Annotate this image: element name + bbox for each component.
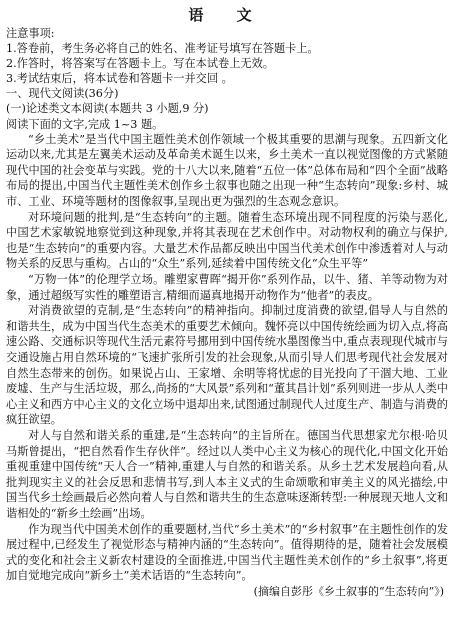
passage-paragraph: 对消费欲望的克制,是“生态转向”的精神指向。抑制过度消费的欲望,倡导人与自然的和谐共生，成为中国当代生态美术的重要艺术倾向。魏怀亮以中国传统绘画为切入点,将高速公路、交通标识等现代生活元素符号挪用到中国传统水墨图像当中,重点表现现代城市与交通设施占用自然环境的“飞速扩张所引发的社会现象,从而引导人们思考现代社会发展对自然生态带来的创伤。如果说占山、王家增、余明等将忧虑的目光投向了干涸大地、工业废墟、生产与生活垃圾，那么,尚扬的“大风景”系列和“董其昌计划”系列则进一步从人类中心主义和西方中心主义的文化立场中退却出来,试图通过制现代人过度生产、制造与消费的疯狂欲望。 <box>6 304 448 427</box>
notice-item: 1.答卷前，考生务必将自己的姓名、准考证号填写在答题卡上。 <box>6 42 319 56</box>
notice-heading: 注意事项: <box>6 27 55 40</box>
source-citation: (摘编自彭彤《乡土叙事的“生态转向”》) <box>253 584 444 598</box>
section-subtitle: (一)论述类文本阅读(本题共 3 小题,9 分) <box>6 102 209 116</box>
passage-paragraph: 对人与自然和谐关系的重建,是“生态转向”的主旨所在。德国当代思想家尤尔根·哈贝马斯曾提出，“把自然看作生存伙伴”。经过以人类中心主义为核心的现代化,中国文化开始重视重建中国传统“天人合一”精神,重建人与自然的和谐关系。从乡土艺术发展趋向看,从批判现实主义的社会反思和悲情书写,到人本主义式的生命颂歌和审美主义的风光描绘,中国当代乡土绘画最后必然向着人与自然和谐共生的生态意味逐渐转型:一种展现天地人文和谐相处的“新乡土绘画”出场。 <box>6 428 448 520</box>
exam-title: 语 文 <box>188 6 266 24</box>
passage-paragraph: “乡土美术”是当代中国主题性美术创作领域一个极其重要的思潮与现象。五四新文化运动以来,尤其是左翼美术运动及革命美术诞生以来，乡土美术一直以视觉图像的方式紧随现代中国的社会变革与实践。党的十八大以来,随着“五位一体”总体布局和“四个全面”战略布局的提出,中国当代主题性美术创作乡土叙事也随之出现一种“生态转向”现象:乡村、城市、工业、环境等题材的图像叙事,呈现出更为强烈的生态观念意识。 <box>6 132 448 209</box>
passage-paragraph: 对环境问题的批判,是“生态转向”的主题。随着生态环境出现不同程度的污染与恶化,中国艺术家敏锐地察觉到这种现象,并将其表现在艺术创作中。对动物权利的确立与保护,也是“生态转向”的重要内容。大量艺术作品都反映出中国当代美术创作中渗透着对人与动物关系的反思与重构。占山的“众生”系列,延续着中国传统文化“众生平等” <box>6 210 448 271</box>
passage-paragraph: 作为现当代中国美术创作的重要题材,当代“乡土美术”的“乡村叙事”在主题性创作的发展过程中,已经发生了视觉形态与精神内涵的“生态转向”。值得期待的是，随着社会发展模式的变化和社会主义新农村建设的全面推进,中国当代主题性美术创作的“乡土叙事”,将更加自觉地完成向“新乡土”美术话语的“生态转向”。 <box>6 522 448 583</box>
notice-item: 3.考试结束后，将本试卷和答题卡一并交回 。 <box>6 72 233 86</box>
notice-block <box>6 26 448 86</box>
notice-item: 2.作答时，将答案写在答题卡上。写在本试卷上无效。 <box>6 57 274 71</box>
section-title: 一、现代文阅读(36分) <box>6 87 119 101</box>
reading-passage <box>6 132 448 584</box>
passage-paragraph: “万物一体”的伦理学立场。雕塑家曹晖“揭开你”系列作品，以牛、猪、羊等动物为对象，通过超级写实性的雕塑语言,精细而逼真地揭开动物作为“他者”的表皮。 <box>6 273 448 302</box>
section-header <box>6 86 448 131</box>
section-instruction: 阅读下面的文字,完成 1~3 题。 <box>6 117 164 131</box>
